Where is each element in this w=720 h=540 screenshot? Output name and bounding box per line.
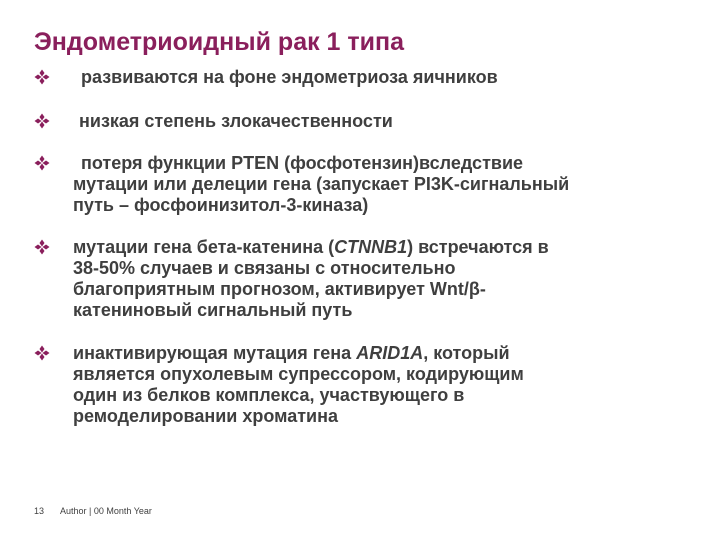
bullet-line-post: , который	[423, 343, 510, 363]
diamond-quad-bullet-icon	[34, 113, 50, 129]
bullet-item	[34, 111, 684, 132]
bullet-line: потеря функции PTEN (фосфотензин)вследствие	[81, 153, 524, 173]
bullet-item	[34, 343, 684, 427]
bullet-line-post: ) встречаются в	[407, 237, 549, 257]
footer-author-date: Author | 00 Month Year	[60, 506, 152, 516]
bullet-line: путь – фосфоинизитол-3-киназа)	[73, 195, 369, 215]
bullet-line	[73, 237, 684, 258]
bullet-line: низкая степень злокачественности	[79, 111, 393, 131]
bullet-line: один из белков комплекса, участвующего в	[73, 385, 465, 405]
bullet-text	[79, 111, 684, 132]
bullet-line	[73, 343, 684, 364]
slide-footer	[34, 506, 152, 516]
bullet-line: развиваются на фоне эндометриоза яичников	[81, 67, 498, 87]
diamond-quad-bullet-icon	[34, 239, 50, 255]
bullet-text	[73, 343, 684, 427]
bullet-line: благоприятным прогнозом, активирует Wnt/β-	[73, 279, 486, 299]
bullet-line: мутации или делеции гена (запускает PI3K-сигнальный	[73, 174, 570, 194]
bullet-line: катениновый сигнальный путь	[73, 300, 353, 320]
bullet-line: является опухолевым супрессором, кодирующим	[73, 364, 524, 384]
bullet-item	[34, 153, 684, 216]
bullet-line: ремоделировании хроматина	[73, 406, 338, 426]
slide-title: Эндометриоидный рак 1 типа	[34, 28, 405, 56]
bullet-text	[81, 67, 684, 88]
bullet-line-pre: мутации гена бета-катенина (	[73, 237, 335, 257]
bullet-item	[34, 237, 684, 321]
bullet-item	[34, 67, 684, 88]
gene-name-arid1a: ARID1A	[356, 343, 424, 363]
diamond-quad-bullet-icon	[34, 155, 50, 171]
gene-name-ctnnb1: CTNNB1	[334, 237, 408, 257]
page-number: 13	[34, 506, 45, 516]
bullet-line: 38-50% случаев и связаны с относительно	[73, 258, 456, 278]
diamond-quad-bullet-icon	[34, 345, 50, 361]
bullet-line-pre: инактивирующая мутация гена	[73, 343, 357, 363]
bullet-text	[73, 153, 684, 216]
bullet-text	[73, 237, 684, 321]
diamond-quad-bullet-icon	[34, 69, 50, 85]
